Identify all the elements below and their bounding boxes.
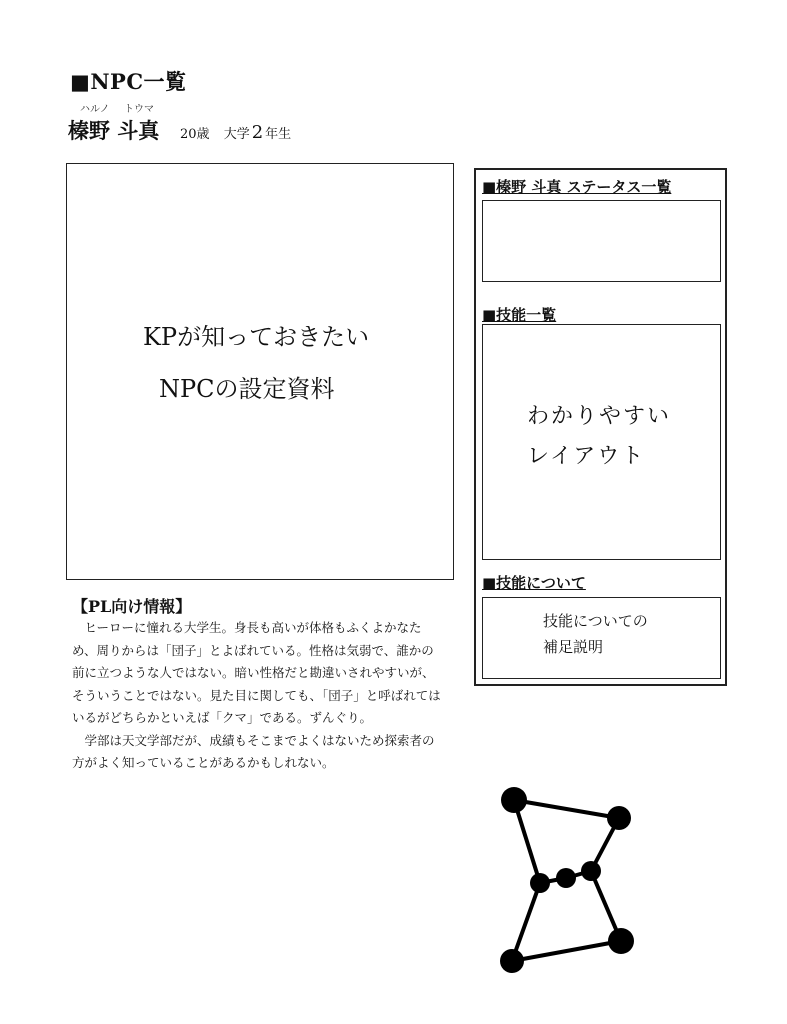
page-title: ■NPC一覧 xyxy=(70,69,187,94)
skills-title: ■技能一覧 xyxy=(482,306,557,324)
npc-grade: 2 xyxy=(251,122,264,143)
pl-info-paragraph-1: ヒーローに憧れる大学生。身長も高いが体格もふくよかなため、周りからは「団子」とよばれている。性格は気弱で、誰かの前に立つような人ではない。暗い性格だと勘違いされやすいが、そういうことではない。見た目に関しても、「団子」と呼ばれてはいるがどちらかといえば「クマ」である。ずんぐり。 xyxy=(72,620,441,725)
npc-meta xyxy=(180,122,291,143)
npc-age: 20歳 xyxy=(180,127,210,142)
pl-info-title: 【PL向け情報】 xyxy=(72,597,192,616)
portrait-line-1: KPが知っておきたい xyxy=(143,323,370,351)
pl-info-paragraph-2: 学部は天文学部だが、成績もそこまでよくはないため探索者の方がよく知っていることがあるかもしれない。 xyxy=(72,732,435,770)
npc-grade-suffix: 年生 xyxy=(265,127,292,142)
name-ruby-given: トウマ xyxy=(124,104,154,115)
skills-line-1: わかりやすい xyxy=(527,404,672,429)
about-line-1: 技能についての xyxy=(543,612,648,630)
name-ruby-family: ハルノ xyxy=(80,104,110,115)
npc-name: 榛野 斗真 xyxy=(68,118,160,143)
npc-school: 大学 xyxy=(223,127,250,142)
status-sidebar xyxy=(474,168,727,686)
pl-info-body xyxy=(72,617,444,775)
about-line-2: 補足説明 xyxy=(543,638,604,656)
status-title: ■榛野 斗真 ステータス一覧 xyxy=(482,178,672,196)
portrait-line-2: NPCの設定資料 xyxy=(159,375,335,403)
status-box xyxy=(482,200,721,282)
constellation-icon xyxy=(490,780,650,980)
about-skills-box xyxy=(482,597,721,679)
about-skills-title: ■技能について xyxy=(482,574,586,592)
skills-line-2: レイアウト xyxy=(527,444,646,469)
skills-box xyxy=(482,324,721,560)
portrait-box xyxy=(66,163,454,580)
